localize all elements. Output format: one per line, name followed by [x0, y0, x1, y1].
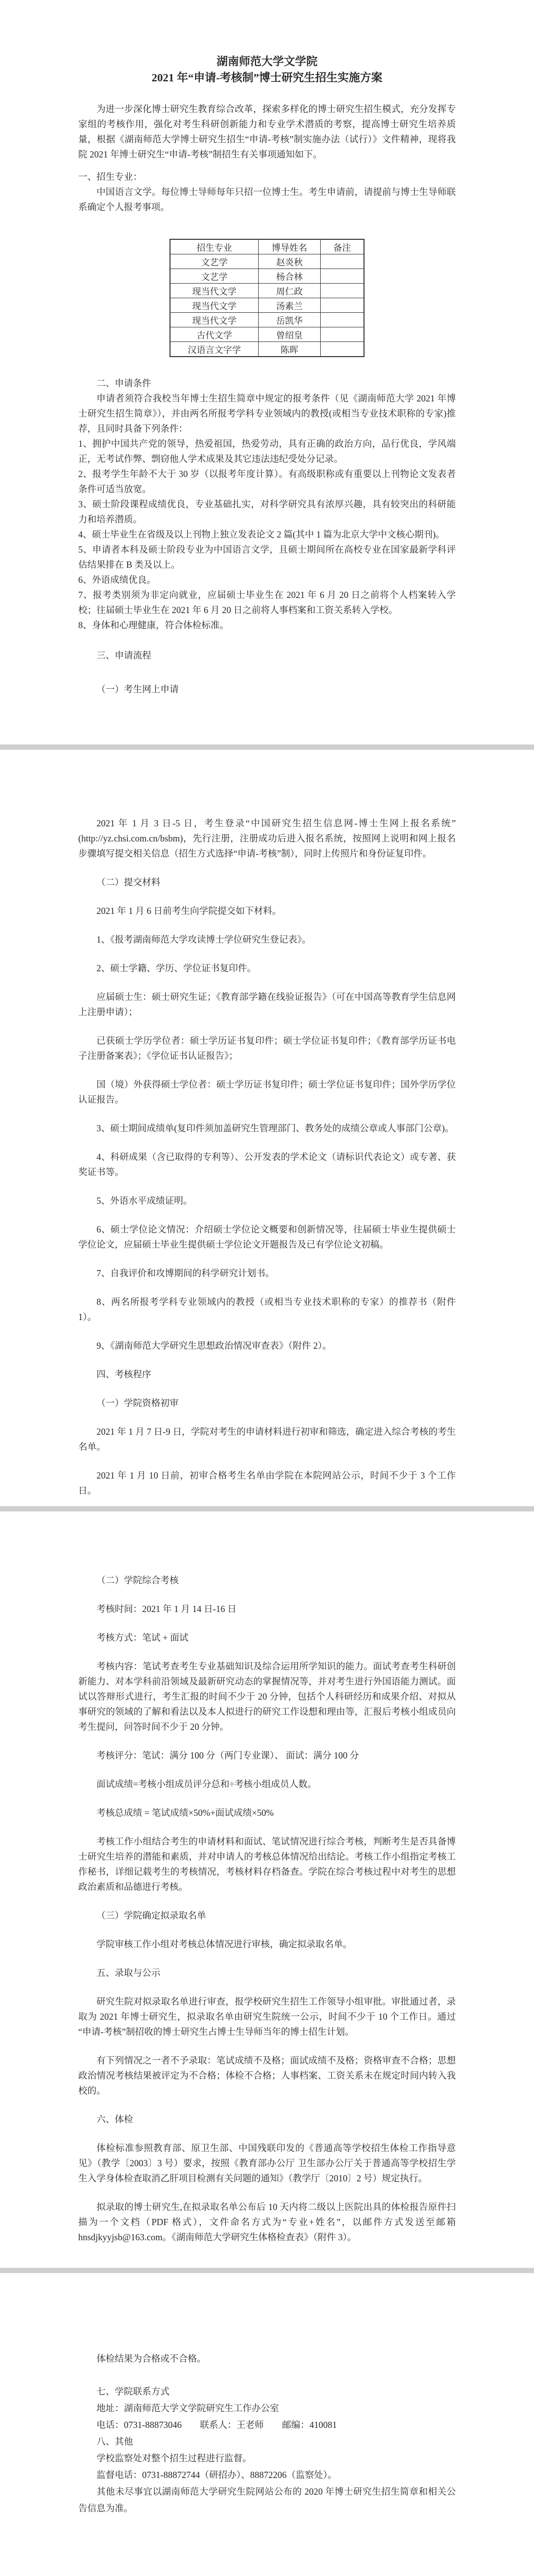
cell-major: 现当代文学 [170, 298, 259, 313]
total-formula-line: 考核总成绩 = 笔试成绩×50%+面试成绩×50% [96, 1808, 274, 1818]
assessment-mode-line: 考核方式：笔试 + 面试 [96, 1632, 189, 1643]
table-row [170, 327, 364, 342]
cell-supervisor: 曾绍皇 [259, 327, 321, 342]
rejection-paragraph: 有下列情况之一者不予录取：笔试成绩不及格；面试成绩不及格；资格审查不合格；思想政治情况考核结果被评定为不合格；体检不合格；人事档案、工资关系未在规定时间内转入我校的。 [78, 2055, 456, 2096]
section2-heading: 二、申请条件 [96, 378, 151, 388]
cell-note [321, 327, 365, 342]
document-page-3 [0, 1511, 534, 2268]
doc-title-line2: 2021 年“申请-考核制”博士研究生招生实施方案 [151, 71, 383, 84]
condition-item-3: 3、硕士阶段课程成绩优良，专业基础扎实，对科学研究具有浓厚兴趣，具有较突出的科研能力和培养潜质。 [78, 499, 456, 524]
contact-address-line: 地址：湖南师范大学文学院研究生工作办公室 [96, 2403, 279, 2413]
section7-heading: 七、学院联系方式 [96, 2386, 169, 2397]
material-item-8: 8、两名所报考学科专业领域内的教授（或相当专业技术职称的专家）的推荐书（附件 1）。 [78, 1297, 456, 1322]
table-row [170, 284, 364, 298]
cell-supervisor: 岳凯华 [259, 313, 321, 327]
section4-sub2-heading: （二）学院综合考核 [96, 1575, 179, 1585]
table-header-major: 招生专业 [170, 239, 259, 254]
section5-heading: 五、录取与公示 [96, 1968, 161, 1978]
material-item-4: 4、科研成果（含已取得的专利等）、公开发表的学术论文（请标识代表论文）或专著、获奖证书等。 [78, 1152, 456, 1177]
material-item-1: 1、《报考湖南师范大学攻读博士学位研究生登记表》。 [96, 934, 311, 945]
cell-note [321, 313, 365, 327]
section4-heading: 四、考核程序 [96, 1369, 151, 1379]
assessment-content-paragraph: 考核内容：笔试考查考生专业基础知识及综合运用所学知识的能力。面试考查考生科研创新能力、对本学科前沿领域及最新研究动态的掌握情况等，并对考生进行外国语能力测试。面试以答辩形式进行，考生汇报的时间不少于 20 分钟，包括个人科研经历和成果介绍、对拟从事研究的领域的了解和看法以及本人拟进行的研究工作设想和理由等，汇报后考核小组成员向考生提问，问答时间不少于 20 分钟。 [78, 1661, 456, 1732]
assessment-time-line: 考核时间：2021 年 1 月 14 日-16 日 [96, 1604, 237, 1614]
physical-exam-paragraph-2: 拟录取的博士研究生,在拟录取名单公布后 10 天内将二级以上医院出具的体检报告原件扫描为一个文档（PDF 格式），文件命名方式为“专业+姓名”，以邮件方式发送至邮箱 hnsdjkyyjsb@163.com。《湖南师范大学研究生体格检查表》（附件 3）。 [78, 2202, 456, 2242]
material-item-3: 3、硕士期间成绩单(复印件须加盖研究生管理部门、教务处的成绩公章或人事部门公章)。 [96, 1123, 454, 1133]
section3-sub1-heading: （一）考生网上申请 [96, 684, 179, 694]
assessment-group-paragraph: 考核工作小组结合考生的申请材料和面试、笔试情况进行综合考核，判断考生是否具备博士研究生培养的潜能和素质，并对申请人的考核总体情况给出结论。考核工作小组指定考核工作秘书，详细记载考生的考核情况，考核材料存档备查。学院在综合考核过程中对考生的思想政治素质和品德进行考核。 [78, 1836, 456, 1892]
interview-formula-line: 面试成绩=考核小组成员评分总和÷考核小组成员人数。 [96, 1779, 317, 1789]
condition-item-4: 4、硕士毕业生在省级及以上刊物上独立发表论文 2 篇(其中 1 篇为北京大学中文核心期刊)。 [78, 529, 445, 540]
document-page-1 [0, 0, 534, 744]
section4-sub1-heading: （一）学院资格初审 [96, 1398, 179, 1408]
condition-item-7: 7、报考类别须为非定向就业，应届硕士毕业生在 2021 年 6 月 20 日之前将个人档案转入学校；往届硕士毕业生在 2021 年 6 月 20 日之前将人事档案和工资关系转入学校。 [78, 590, 456, 615]
material-item-2a: 应届硕士生：硕士研究生证；《教育部学籍在线验证报告》（可在中国高等教育学生信息网上注册申请）； [78, 992, 456, 1017]
material-item-6: 6、硕士学位论文情况：介绍硕士学位论文概要和创新情况等，往届硕士毕业生提供硕士学位论文，应届硕士毕业生提供硕士学位论文开题报告及已有学位论文初稿。 [78, 1224, 456, 1250]
assessment-score-line: 考核评分：笔试：满分 100 分（两门专业课）、 面试：满分 100 分 [96, 1750, 359, 1761]
supervisor-table [169, 239, 365, 357]
table-header-note: 备注 [321, 239, 365, 254]
section4-sub3-heading: （三）学院确定拟录取名单 [96, 1910, 206, 1921]
supervision-line: 学校监察处对整个招生过程进行监督。 [96, 2453, 252, 2463]
condition-item-6: 6、外语成绩优良。 [78, 575, 156, 585]
material-item-5: 5、外语水平成绩证明。 [96, 1195, 192, 1206]
contact-phone-line: 电话：0731-88873046 联系人：王老师 邮编：410081 [96, 2420, 337, 2430]
cell-major: 现当代文学 [170, 284, 259, 298]
cell-note [321, 342, 365, 357]
physical-result-line: 体检结果为合格或不合格。 [96, 2353, 206, 2364]
materials-intro: 2021 年 1 月 6 日前考生向学院提交如下材料。 [96, 906, 282, 916]
table-row [170, 313, 364, 327]
cell-note [321, 269, 365, 284]
cell-note [321, 284, 365, 298]
document-page-2 [0, 750, 534, 1506]
review-paragraph-2: 2021 年 1 月 10 日前，初审合格考生名单由学院在本院网站公示，时间不少于 3 个工作日。 [78, 1470, 456, 1496]
cell-supervisor: 赵炎秋 [259, 254, 321, 269]
intro-paragraph: 为进一步深化博士研究生教育综合改革，探索多样化的博士研究生招生模式，充分发挥专家组的考核作用，强化对考生科研创新能力和专业学术潜质的考察，提高博士研究生培养质量，根据《湖南师范大学博士研究生招生“申请-考核”制实施办法（试行）》文件精神，现将我院 2021 年博士研究生“申请-考核”制招生有关事项通知如下。 [78, 104, 456, 160]
condition-item-5: 5、申请者本科及硕士阶段专业为中国语言文学，且硕士期间所在高校专业在国家最新学科评估结果排在 B 类及以上。 [78, 544, 456, 570]
page-separator [0, 1506, 534, 1511]
cell-note [321, 254, 365, 269]
document-page-4 [0, 2273, 534, 2576]
cell-major: 文艺学 [170, 269, 259, 284]
physical-exam-paragraph-1: 体检标准参照教育部、原卫生部、中国残联印发的《普通高等学校招生体检工作指导意见》（教学〔2003〕3 号）要求，按照《教育部办公厅 卫生部办公厅关于普通高等学校招生学生入学身体检查取消乙肝项目检测有关问题的通知》（教学厅〔2010〕2 号）规定执行。 [78, 2143, 456, 2183]
supervision-phone-line: 监督电话：0731-88872744（研招办）、88872206（监察处）。 [96, 2470, 337, 2480]
shortlist-paragraph: 学院审核工作小组对考核总体情况进行审核，确定拟录取名单。 [96, 1939, 352, 1949]
cell-major: 古代文学 [170, 327, 259, 342]
submit-materials-heading: （二）提交材料 [96, 877, 161, 887]
admission-paragraph: 研究生院对拟录取名单进行审查，报学校研究生招生工作领导小组审批。审批通过者，录取为 2021 年博士研究生，拟录取名单由研究生院统一公示，时间不少于 10 个工作日。通过“申请-考核”制招收的博士研究生占博士生导师当年的博士招生计划。 [78, 1996, 456, 2037]
cell-supervisor: 周仁政 [259, 284, 321, 298]
cell-supervisor: 陈晖 [259, 342, 321, 357]
page-separator [0, 744, 534, 750]
online-apply-paragraph: 2021 年 1 月 3 日-5 日，考生登录“中国研究生招生信息网-博士生网上报名系统”(http://yz.chsi.com.cn/bsbm)，先行注册，注册成功后进入报名系统，按照网上说明和网上报名步骤填写提交相关信息（招生方式选择“申请-考核”制），同时上传照片和身份证复印件。 [78, 818, 456, 859]
material-item-2c: 国（境）外获得硕士学位者：硕士学历证书复印件；硕士学位证书复印件；国外学历学位认证报告。 [78, 1079, 456, 1105]
condition-item-8: 8、身体和心理健康，符合体检标准。 [78, 620, 229, 630]
section3-heading: 三、申请流程 [96, 650, 151, 661]
table-header-supervisor: 博导姓名 [259, 239, 321, 254]
cell-note [321, 298, 365, 313]
material-item-2: 2、硕士学籍、学历、学位证书复印件。 [96, 963, 257, 973]
review-paragraph-1: 2021 年 1 月 7 日-9 日，学院对考生的申请材料进行初审和筛选，确定进入综合考核的考生名单。 [78, 1426, 456, 1452]
condition-item-1: 1、拥护中国共产党的领导，热爱祖国，热爱劳动，具有正确的政治方向，品行优良，学风端正，无考试作弊、剽窃他人学术成果及其它违法违纪受处分记录。 [78, 438, 456, 464]
table-row [170, 342, 364, 357]
material-item-2b: 已获硕士学历学位者：硕士学历证书复印件；硕士学位证书复印件；《教育部学历证书电子注册备案表》；《学位证书认证报告》； [78, 1035, 456, 1061]
cell-supervisor: 汤素兰 [259, 298, 321, 313]
page-separator [0, 2268, 534, 2273]
section8-heading: 八、其他 [96, 2436, 133, 2447]
section1-heading: 一、招生专业： [78, 172, 142, 182]
other-matters-paragraph: 其他未尽事宜以湖南师范大学研究生院网站公布的 2020 年博士研究生招生简章和相关公告信息为准。 [78, 2486, 456, 2513]
cell-major: 文艺学 [170, 254, 259, 269]
cell-major: 汉语言文字学 [170, 342, 259, 357]
doc-title-line1: 湖南师范大学文学院 [216, 55, 318, 68]
section1-body: 中国语言文学。每位博士导师每年只招一位博士生。考生申请前，请提前与博士生导师联系确定个人报考事项。 [78, 187, 456, 212]
section6-heading: 六、体检 [96, 2114, 133, 2125]
material-item-7: 7、自我评价和攻博期间的科学研究计划书。 [96, 1268, 275, 1278]
table-row [170, 298, 364, 313]
table-header-row [170, 239, 364, 254]
condition-item-2: 2、报考学生年龄不大于 30 岁（以报考年度计算）。有高级职称或有重要以上刊物论文发表者条件可适当放宽。 [78, 469, 456, 494]
cell-major: 现当代文学 [170, 313, 259, 327]
table-row [170, 269, 364, 284]
table-row [170, 254, 364, 269]
section2-intro: 申请者须符合我校当年博士生招生简章中规定的报考条件（见《湖南师范大学 2021 年博士研究生招生简章》），并由两名所报考学科专业领域内的教授(或相当专业技术职称的专家)推荐，且同时具备下列条件： [78, 393, 456, 434]
material-item-9: 9、《湖南师范大学研究生思想政治情况审查表》（附件 2）。 [96, 1340, 332, 1351]
cell-supervisor: 杨合林 [259, 269, 321, 284]
